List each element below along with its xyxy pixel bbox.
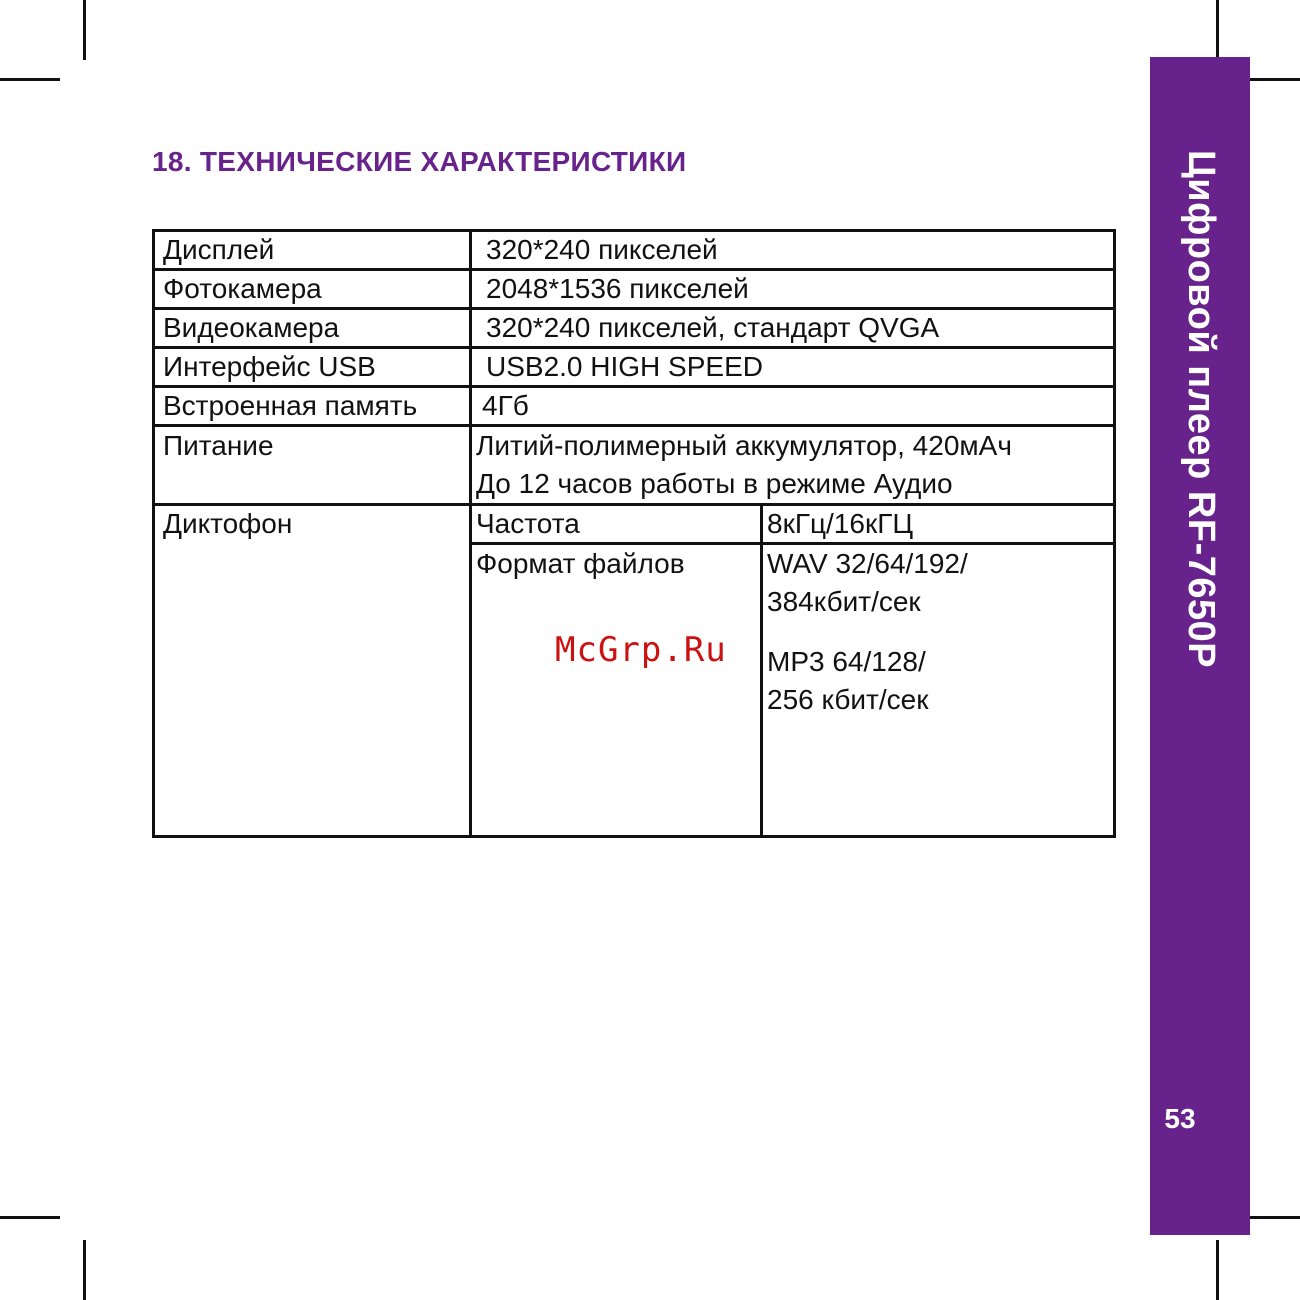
table-row bbox=[154, 505, 1115, 544]
power-line-2: До 12 часов работы в режиме Аудио bbox=[476, 468, 953, 499]
power-line-1: Литий-полимерный аккумулятор, 420мАч bbox=[476, 430, 1012, 461]
table-row bbox=[154, 231, 1115, 270]
spec-value: 4Гб bbox=[471, 387, 1115, 426]
table-row bbox=[154, 426, 1115, 505]
crop-mark bbox=[0, 78, 60, 81]
page-number: 53 bbox=[1164, 1103, 1196, 1134]
spec-label: Встроенная память bbox=[154, 387, 471, 426]
crop-mark bbox=[83, 1240, 86, 1300]
sub-label: Формат файлов bbox=[471, 544, 762, 837]
crop-mark bbox=[1216, 0, 1219, 60]
spec-label: Диктофон bbox=[154, 505, 471, 837]
crop-mark bbox=[0, 1216, 60, 1219]
product-title: Цифровой плеер RF-7650P bbox=[1180, 150, 1222, 669]
mp3-line-1: MP3 64/128/ bbox=[767, 646, 926, 677]
wav-line-1: WAV 32/64/192/ bbox=[767, 548, 968, 579]
spec-label: Видеокамера bbox=[154, 309, 471, 348]
spec-label: Фотокамера bbox=[154, 270, 471, 309]
spec-label: Дисплей bbox=[154, 231, 471, 270]
sub-value: 8кГц/16кГЦ bbox=[762, 505, 1115, 544]
wav-line-2: 384кбит/сек bbox=[767, 586, 921, 617]
crop-mark bbox=[1250, 78, 1300, 81]
spec-value bbox=[471, 426, 1115, 505]
crop-mark bbox=[83, 0, 86, 60]
table-row bbox=[154, 270, 1115, 309]
spec-value: USB2.0 HIGH SPEED bbox=[471, 348, 1115, 387]
watermark: McGrp.Ru bbox=[555, 630, 727, 670]
section-title: 18. ТЕХНИЧЕСКИЕ ХАРАКТЕРИСТИКИ bbox=[152, 146, 687, 177]
table-row bbox=[154, 348, 1115, 387]
table-row bbox=[154, 309, 1115, 348]
spec-value: 2048*1536 пикселей bbox=[471, 270, 1115, 309]
sub-value bbox=[762, 544, 1115, 837]
sub-label: Частота bbox=[471, 505, 762, 544]
spec-label: Интерфейс USB bbox=[154, 348, 471, 387]
spec-table bbox=[152, 229, 1116, 838]
spec-value: 320*240 пикселей, стандарт QVGA bbox=[471, 309, 1115, 348]
crop-mark bbox=[1250, 1216, 1300, 1219]
crop-mark bbox=[1216, 1240, 1219, 1300]
mp3-line-2: 256 кбит/сек bbox=[767, 684, 929, 715]
spec-label: Питание bbox=[154, 426, 471, 505]
spec-value: 320*240 пикселей bbox=[471, 231, 1115, 270]
table-row bbox=[154, 387, 1115, 426]
